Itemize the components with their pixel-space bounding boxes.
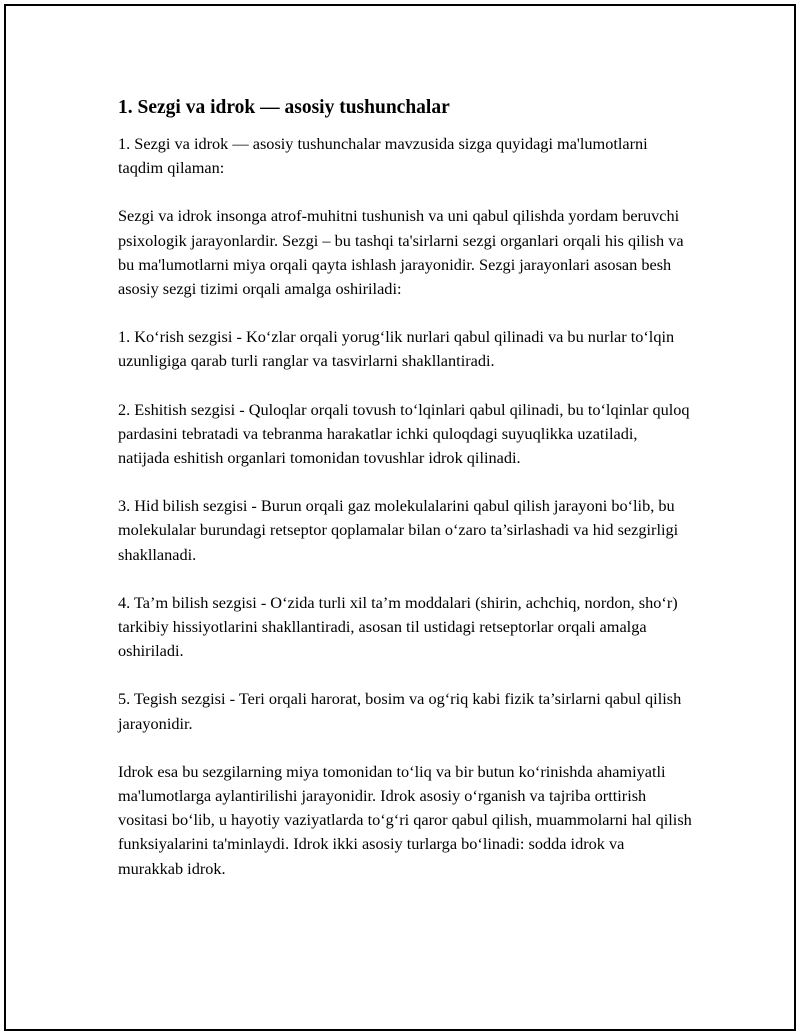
paragraph-sight: 1. Ko‘rish sezgisi - Ko‘zlar orqali yorug‘lik nurlari qabul qilinadi va bu nurlar to‘lqin uzunligiga qarab turli ranglar va tasvirlarni shakllantiradi. bbox=[118, 327, 675, 371]
paragraph-definition: Sezgi va idrok insonga atrof-muhitni tushunish va uni qabul qilishda yordam beruvchi psixologik jarayonlardir. Sezgi – bu tashqi ta'sirlarni sezgi organlari orqali his qilish va bu ma'lumotlarni miya orqali qayta ishlash jarayonidir. Sezgi jarayonlari asosan besh asosiy sezgi tizimi orqali amalga oshiriladi: bbox=[118, 206, 684, 299]
paragraph-hearing: 2. Eshitish sezgisi - Quloqlar orqali tovush to‘lqinlari qabul qilinadi, bu to‘lqinlar quloq pardasini tebratadi va tebranma harakatlar ichki quloqdagi suyuqlikka uzatiladi, natijada eshitish organlari tomonidan tovushlar idrok qilinadi. bbox=[118, 399, 690, 468]
section-heading: 1. Sezgi va idrok — asosiy tushunchalar bbox=[118, 97, 450, 118]
paragraph-perception: Idrok esa bu sezgilarning miya tomonidan to‘liq va bir butun ko‘rinishda ahamiyatli ma'lumotlarga aylantirilishi jarayonidir. Idrok asosiy o‘rganish va tajriba orttirish vositasi bo‘lib, u hayotiy vaziyatlarda to‘g‘ri qaror qabul qilish, muammolarni hal qilish funksiyalarini ta'minlaydi. Idrok ikki asosiy turlarga bo‘linadi: sodda idrok va murakkab idrok. bbox=[118, 761, 692, 878]
paragraph-smell: 3. Hid bilish sezgisi - Burun orqali gaz molekulalarini qabul qilish jarayoni bo‘lib, bu molekulalar burundagi retseptor qoplamalar bilan o‘zaro ta’sirlashadi va hid sezgirligi shakllanadi. bbox=[118, 496, 679, 564]
document-body bbox=[118, 96, 693, 881]
paragraph-touch: 5. Tegish sezgisi - Teri orqali harorat, bosim va og‘riq kabi fizik ta’sirlarni qabul qilish jarayonidir. bbox=[118, 689, 682, 733]
paragraph-intro: 1. Sezgi va idrok — asosiy tushunchalar mavzusida sizga quyidagi ma'lumotlarni taqdim qilaman: bbox=[118, 134, 648, 178]
paragraph-taste: 4. Ta’m bilish sezgisi - O‘zida turli xil ta’m moddalari (shirin, achchiq, nordon, sho‘r) tarkibiy hissiyotlarini shakllantiradi, asosan til ustidagi retseptorlar orqali amalga oshiriladi. bbox=[118, 592, 678, 661]
